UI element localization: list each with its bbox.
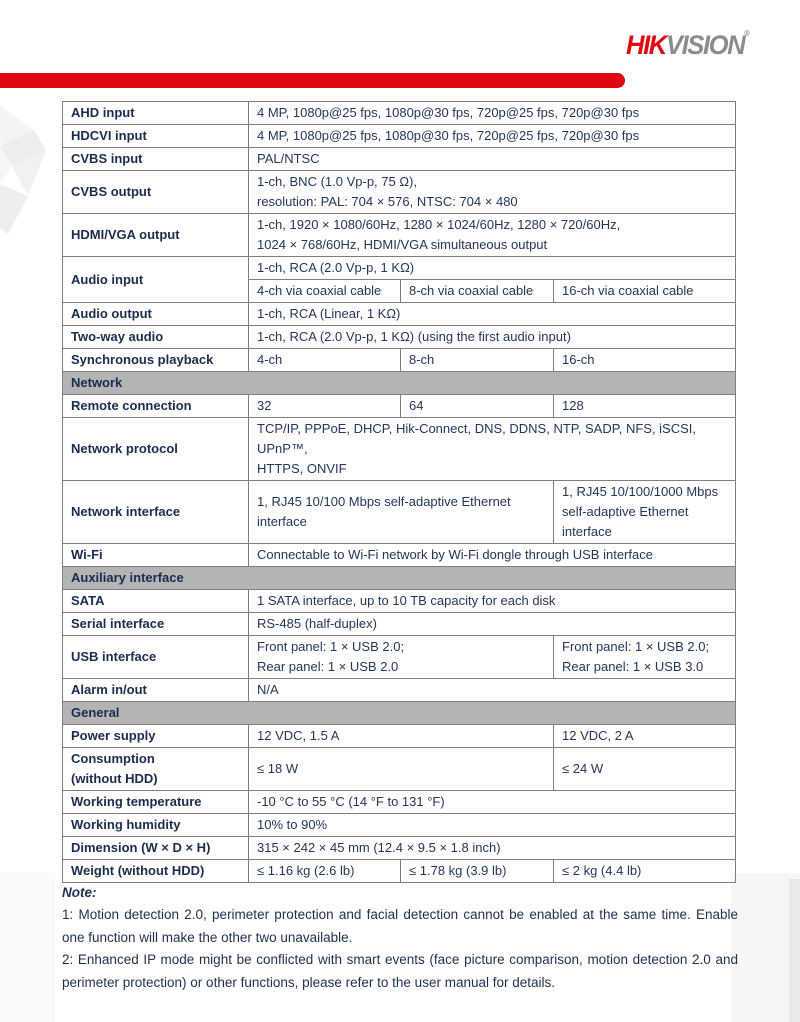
cell-line: 4-ch <box>257 352 283 367</box>
spec-value-cell <box>249 613 736 636</box>
cell-line: 32 <box>257 398 272 413</box>
spec-value-cell <box>249 814 736 837</box>
spec-label-cell <box>63 349 249 372</box>
cell-line: N/A <box>257 682 279 697</box>
spec-row <box>63 481 736 544</box>
cell-line: Consumption <box>71 751 155 766</box>
spec-row <box>63 814 736 837</box>
cell-line: 1, RJ45 10/100/1000 Mbps <box>562 484 719 499</box>
spec-value-cell <box>249 280 401 303</box>
spec-value-cell <box>249 102 736 125</box>
spec-label-cell <box>63 481 249 544</box>
spec-label-cell <box>63 814 249 837</box>
spec-row <box>63 102 736 125</box>
cell-line: 64 <box>409 398 424 413</box>
spec-value-cell <box>249 326 736 349</box>
cell-line: -10 °C to 55 °C (14 °F to 131 °F) <box>257 794 445 809</box>
spec-row <box>63 837 736 860</box>
spec-value-cell <box>554 748 736 791</box>
cell-line: AHD input <box>71 105 135 120</box>
spec-row <box>63 725 736 748</box>
section-row <box>63 567 736 590</box>
section-row <box>63 372 736 395</box>
spec-label-cell <box>63 590 249 613</box>
spec-label-cell <box>63 148 249 171</box>
cell-line: 315 × 242 × 45 mm (12.4 × 9.5 × 1.8 inch) <box>257 840 501 855</box>
cell-line: 1-ch, 1920 × 1080/60Hz, 1280 × 1024/60Hz, 1280 × 720/60Hz, <box>257 217 621 232</box>
spec-value-cell <box>249 148 736 171</box>
spec-row <box>63 860 736 883</box>
note-item-2: 2: Enhanced IP mode might be conflicted with smart events (face picture comparison, motion detection 2.0 and perimeter protection) or other functions, please refer to the user manual for details. <box>62 952 738 990</box>
spec-value-cell <box>554 395 736 418</box>
cell-line: Working temperature <box>71 794 202 809</box>
cell-line: Front panel: 1 × USB 2.0; <box>562 639 710 654</box>
spec-label-cell <box>63 613 249 636</box>
spec-row <box>63 303 736 326</box>
cell-line: 1-ch, RCA (2.0 Vp-p, 1 KΩ) (using the first audio input) <box>257 329 571 344</box>
spec-label-cell <box>63 303 249 326</box>
spec-label-cell <box>63 748 249 791</box>
cell-line: 8-ch <box>409 352 435 367</box>
spec-value-cell <box>554 725 736 748</box>
section-row <box>63 702 736 725</box>
cell-line: ≤ 1.78 kg (3.9 lb) <box>409 863 507 878</box>
logo-trademark-symbol: ® <box>744 29 750 38</box>
cell-line: interface <box>257 514 307 529</box>
spec-label-cell <box>63 171 249 214</box>
cell-line: 1-ch, BNC (1.0 Vp-p, 75 Ω), <box>257 174 417 189</box>
spec-row <box>63 418 736 481</box>
spec-row <box>63 590 736 613</box>
cell-line: 1-ch, RCA (2.0 Vp-p, 1 KΩ) <box>257 260 415 275</box>
cell-line: 4 MP, 1080p@25 fps, 1080p@30 fps, 720p@25 fps, 720p@30 fps <box>257 105 640 120</box>
spec-label-cell <box>63 257 249 303</box>
spec-table <box>62 101 736 883</box>
cell-line: Wi-Fi <box>71 547 103 562</box>
cell-line: 4-ch via coaxial cable <box>257 283 382 298</box>
spec-label-cell <box>63 214 249 257</box>
cell-line: 1-ch, RCA (Linear, 1 KΩ) <box>257 306 401 321</box>
spec-value-cell <box>249 725 554 748</box>
spec-row <box>63 125 736 148</box>
spec-row <box>63 791 736 814</box>
spec-label-cell <box>63 791 249 814</box>
spec-label-cell <box>63 418 249 481</box>
cell-line: 1024 × 768/60Hz, HDMI/VGA simultaneous output <box>257 237 548 252</box>
cell-line: HDMI/VGA output <box>71 227 180 242</box>
spec-row <box>63 544 736 567</box>
red-accent-bar <box>0 73 625 88</box>
cell-line: TCP/IP, PPPoE, DHCP, Hik-Connect, DNS, DDNS, NTP, SADP, NFS, iSCSI, UPnP™, <box>257 421 697 456</box>
cell-line: 16-ch via coaxial cable <box>562 283 694 298</box>
cell-line: Working humidity <box>71 817 181 832</box>
spec-value-cell <box>249 303 736 326</box>
cell-line: 1 SATA interface, up to 10 TB capacity for each disk <box>257 593 556 608</box>
spec-row <box>63 636 736 679</box>
spec-label-cell <box>63 326 249 349</box>
spec-value-cell <box>554 636 736 679</box>
section-header-cell: Network <box>63 372 736 395</box>
spec-label-cell <box>63 544 249 567</box>
cell-line: Weight (without HDD) <box>71 863 205 878</box>
cell-line: HTTPS, ONVIF <box>257 461 347 476</box>
cell-line: 12 VDC, 1.5 A <box>257 728 340 743</box>
cell-line: USB interface <box>71 649 157 664</box>
cell-line: resolution: PAL: 704 × 576, NTSC: 704 × 480 <box>257 194 518 209</box>
spec-row <box>63 257 736 280</box>
spec-value-cell <box>249 748 554 791</box>
spec-value-cell <box>249 791 736 814</box>
spec-value-cell <box>401 349 554 372</box>
spec-label-cell <box>63 125 249 148</box>
cell-line: SATA <box>71 593 105 608</box>
spec-label-cell <box>63 837 249 860</box>
spec-row <box>63 148 736 171</box>
cell-line: Audio input <box>71 271 144 287</box>
spec-label-cell <box>63 860 249 883</box>
cell-line: Rear panel: 1 × USB 2.0 <box>257 659 399 674</box>
cell-line: Synchronous playback <box>71 352 214 367</box>
cell-line: ≤ 1.16 kg (2.6 lb) <box>257 863 355 878</box>
spec-row <box>63 349 736 372</box>
spec-value-cell <box>249 837 736 860</box>
spec-value-cell <box>401 860 554 883</box>
spec-value-cell <box>249 125 736 148</box>
spec-row <box>63 679 736 702</box>
spec-value-cell <box>249 214 736 257</box>
spec-value-cell <box>249 257 736 280</box>
spec-label-cell <box>63 102 249 125</box>
spec-row <box>63 748 736 791</box>
watermark-facets <box>0 88 70 258</box>
spec-value-cell <box>249 418 736 481</box>
spec-label-cell <box>63 679 249 702</box>
spec-value-cell <box>249 590 736 613</box>
spec-value-cell <box>249 171 736 214</box>
cell-line: 16-ch <box>562 352 595 367</box>
spec-value-cell <box>401 280 554 303</box>
cell-line: interface <box>562 524 612 539</box>
cell-line: 8-ch via coaxial cable <box>409 283 534 298</box>
spec-label-cell <box>63 725 249 748</box>
spec-value-cell <box>249 679 736 702</box>
cell-line: 12 VDC, 2 A <box>562 728 634 743</box>
spec-value-cell <box>401 395 554 418</box>
spec-label-cell <box>63 395 249 418</box>
cell-line: self-adaptive Ethernet <box>562 504 689 519</box>
note-block <box>62 882 738 994</box>
cell-line: 10% to 90% <box>257 817 328 832</box>
cell-line: CVBS input <box>71 151 143 166</box>
spec-row <box>63 171 736 214</box>
cell-line: (without HDD) <box>71 771 158 786</box>
spec-table-body <box>63 102 736 883</box>
cell-line: Serial interface <box>71 616 165 631</box>
cell-line: 1, RJ45 10/100 Mbps self-adaptive Ethernet <box>257 494 511 509</box>
cell-line: Rear panel: 1 × USB 3.0 <box>562 659 704 674</box>
spec-row <box>63 395 736 418</box>
page-edge-right-bar <box>789 879 800 1022</box>
spec-table-container <box>62 101 736 883</box>
spec-label-cell <box>63 636 249 679</box>
cell-line: Two-way audio <box>71 329 164 344</box>
section-header-cell: General <box>63 702 736 725</box>
spec-value-cell <box>554 280 736 303</box>
spec-row <box>63 326 736 349</box>
spec-value-cell <box>249 860 401 883</box>
cell-line: 128 <box>562 398 584 413</box>
page-edge-left <box>0 873 55 1022</box>
cell-line: Power supply <box>71 728 156 743</box>
cell-line: HDCVI input <box>71 128 147 143</box>
spec-value-cell <box>249 395 401 418</box>
spec-value-cell <box>249 636 554 679</box>
spec-row <box>63 613 736 636</box>
cell-line: Dimension (W × D × H) <box>71 840 211 855</box>
logo-vision-text: VISION <box>665 30 745 60</box>
cell-line: ≤ 18 W <box>257 761 299 776</box>
cell-line: Alarm in/out <box>71 682 147 697</box>
hikvision-logo <box>626 29 750 61</box>
cell-line: Front panel: 1 × USB 2.0; <box>257 639 405 654</box>
spec-value-cell <box>249 544 736 567</box>
note-title: Note: <box>62 885 97 900</box>
spec-value-cell <box>554 481 736 544</box>
cell-line: ≤ 2 kg (4.4 lb) <box>562 863 642 878</box>
cell-line: Audio output <box>71 306 152 321</box>
spec-value-cell <box>554 349 736 372</box>
cell-line: PAL/NTSC <box>257 151 320 166</box>
cell-line: CVBS output <box>71 184 152 199</box>
note-item-1: 1: Motion detection 2.0, perimeter protection and facial detection cannot be enabled at the same time. Enable one function will make the other two unavailable. <box>62 907 738 945</box>
spec-row <box>63 214 736 257</box>
cell-line: Connectable to Wi-Fi network by Wi-Fi dongle through USB interface <box>257 547 653 562</box>
logo-hik-text: HIK <box>626 30 666 60</box>
spec-value-cell <box>249 481 554 544</box>
cell-line: Network protocol <box>71 441 178 456</box>
cell-line: Remote connection <box>71 398 192 413</box>
section-header-cell: Auxiliary interface <box>63 567 736 590</box>
spec-value-cell <box>249 349 401 372</box>
cell-line: 4 MP, 1080p@25 fps, 1080p@30 fps, 720p@25 fps, 720p@30 fps <box>257 128 640 143</box>
cell-line: ≤ 24 W <box>562 761 604 776</box>
cell-line: RS-485 (half-duplex) <box>257 616 377 631</box>
cell-line: Network interface <box>71 504 181 519</box>
spec-value-cell <box>554 860 736 883</box>
